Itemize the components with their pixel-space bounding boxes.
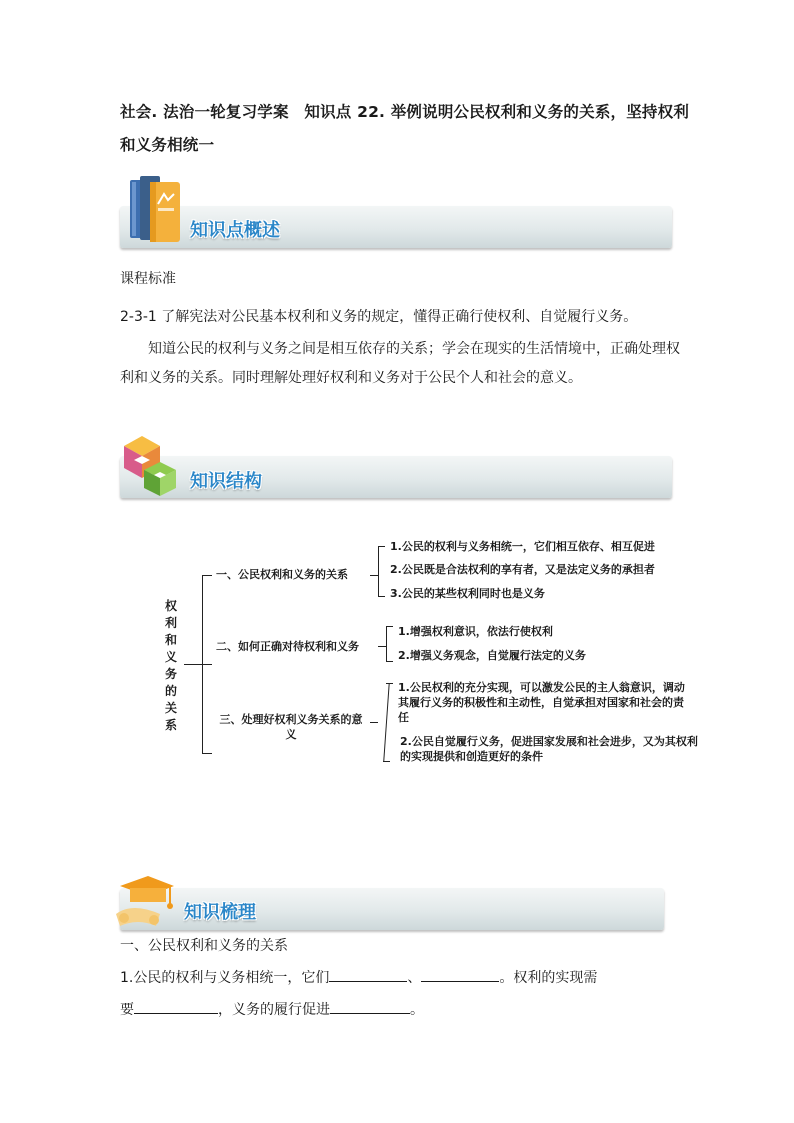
tree-branch-1-label: 一、公民权利和义务的关系 bbox=[216, 568, 348, 581]
review-q1-text-3: 要 bbox=[120, 1002, 134, 1018]
tree-branch-1-connector bbox=[202, 575, 212, 576]
review-banner-title: 知识梳理 bbox=[184, 902, 256, 923]
tree-branch-3-tick-2 bbox=[383, 761, 390, 762]
graduation-cap-icon bbox=[110, 868, 180, 930]
review-q1-text-1: 1.公民的权利与义务相统一，它们 bbox=[120, 970, 330, 986]
fill-blank-4[interactable] bbox=[330, 1001, 410, 1014]
standard-text: 2-3-1 了解宪法对公民基本权利和义务的规定，懂得正确行使权利、自觉履行义务。 bbox=[120, 309, 638, 325]
tree-branch-3-item-2: 2.公民自觉履行义务，促进国家发展和社会进步，又为其权利的实现提供和创造更好的条件 bbox=[400, 735, 698, 763]
tree-branch-2-bracket bbox=[386, 626, 387, 662]
review-question-1-line-1 bbox=[120, 968, 597, 989]
review-question-1-line-2 bbox=[120, 1000, 424, 1021]
page-title: 社会. 法治一轮复习学案 知识点 22. 举例说明公民权利和义务的关系，坚持权利和义务相统一 bbox=[120, 103, 690, 154]
tree-root-connector bbox=[184, 664, 202, 665]
tree-branch-1-tick-1 bbox=[378, 546, 385, 547]
tree-branch-3-bracket bbox=[383, 683, 389, 761]
tree-root-label: 权利和义务的关系 bbox=[164, 599, 177, 732]
review-q1-text-2: 。权利的实现需 bbox=[499, 970, 598, 986]
review-q1-sep: 、 bbox=[407, 970, 422, 986]
tree-branch-2-item-1: 1.增强权利意识，依法行使权利 bbox=[398, 625, 553, 638]
tree-branch-3-item-1: 1.公民权利的充分实现，可以激发公民的主人翁意识，调动其履行义务的积极性和主动性，自觉承担对国家和社会的责任 bbox=[398, 681, 685, 724]
tree-branch-1-bracket bbox=[378, 546, 379, 597]
tree-branch-2-label: 二、如何正确对待权利和义务 bbox=[216, 640, 359, 653]
review-q1-end: 。 bbox=[410, 1002, 424, 1018]
tree-branch-1-item-2: 2.公民既是合法权利的享有者，又是法定义务的承担者 bbox=[390, 563, 655, 576]
books-icon bbox=[128, 174, 188, 246]
tree-branch-1-item-1: 1.公民的权利与义务相统一，它们相互依存、相互促进 bbox=[390, 540, 655, 553]
tree-branch-2-item-2: 2.增强义务观念，自觉履行法定的义务 bbox=[398, 649, 586, 662]
structure-banner-title: 知识结构 bbox=[190, 471, 262, 492]
review-heading: 一、公民权利和义务的关系 bbox=[120, 938, 288, 954]
description-text: 知道公民的权利与义务之间是相互依存的关系；学会在现实的生活情境中，正确处理权利和义务的关系。同时理解处理好权利和义务对于公民个人和社会的意义。 bbox=[120, 341, 680, 386]
course-standard-label: 课程标准 bbox=[120, 271, 176, 287]
tree-branch-3-link bbox=[370, 722, 378, 723]
review-q1-text-4: ，义务的履行促进 bbox=[218, 1002, 330, 1018]
overview-banner-title: 知识点概述 bbox=[190, 220, 280, 241]
tree-branch-2-connector bbox=[202, 664, 212, 665]
tree-branch-2-tick-2 bbox=[386, 661, 393, 662]
fill-blank-2[interactable] bbox=[421, 969, 499, 982]
tree-branch-1-item-3: 3.公民的某些权利同时也是义务 bbox=[390, 587, 545, 600]
fill-blank-1[interactable] bbox=[329, 969, 407, 982]
tree-branch-3-tick-1 bbox=[386, 683, 393, 684]
cubes-icon bbox=[120, 432, 190, 500]
tree-branch-3-connector bbox=[202, 753, 212, 754]
tree-branch-1-link bbox=[370, 575, 378, 576]
tree-branch-2-link bbox=[378, 646, 386, 647]
fill-blank-3[interactable] bbox=[134, 1001, 218, 1014]
tree-branch-1-tick-3 bbox=[378, 596, 385, 597]
tree-branch-3-label: 三、处理好权利义务关系的意义 bbox=[219, 713, 363, 741]
tree-branch-2-tick-1 bbox=[386, 626, 393, 627]
